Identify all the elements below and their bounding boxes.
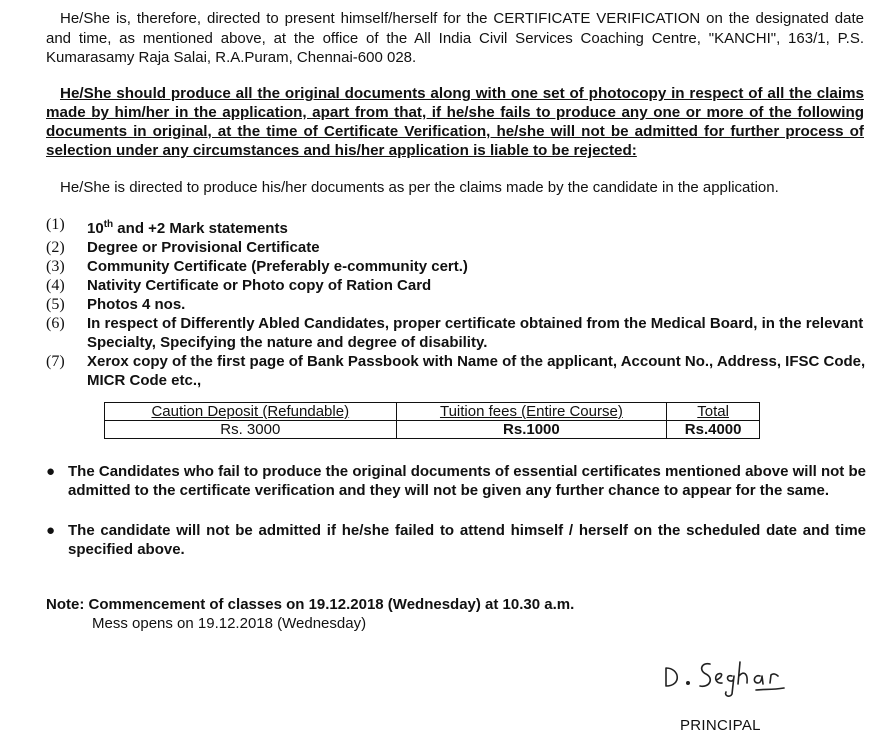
list-number: (2): [46, 239, 65, 256]
list-item: [46, 462, 866, 500]
list-text: In respect of Differently Abled Candidates, proper certificate obtained from the Medical Board, in the relevant Specialty, Specifying the nature and degree of disability.: [87, 315, 864, 351]
column-header: Total: [667, 403, 760, 421]
list-text: Xerox copy of the first page of Bank Passbook with Name of the applicant, Account No., Address, IFSC Code, MICR Code etc.,: [87, 353, 866, 389]
table-header-row: [105, 403, 760, 421]
list-item: [46, 238, 866, 257]
list-item: [46, 295, 866, 314]
documents-list: [46, 215, 866, 390]
signature-image: [660, 652, 810, 702]
list-number: (1): [46, 216, 65, 233]
conditions-list: [46, 462, 866, 580]
list-text: Photos 4 nos.: [87, 296, 186, 313]
list-number: (6): [46, 315, 65, 332]
superscript: th: [103, 219, 114, 230]
list-item: [46, 276, 866, 295]
list-number: (7): [46, 353, 65, 370]
note-line: Mess opens on 19.12.2018 (Wednesday): [92, 615, 367, 632]
list-text: Nativity Certificate or Photo copy of Ration Card: [87, 277, 432, 294]
list-item: [46, 352, 866, 390]
bullet-icon: ●: [46, 522, 56, 539]
list-item: [46, 215, 866, 238]
claims-paragraph: He/She is directed to produce his/her documents as per the claims made by the candidate in the application.: [60, 179, 779, 196]
table-row: [105, 421, 760, 439]
instruction-paragraph: He/She is, therefore, directed to present himself/herself for the CERTIFICATE VERIFICATION on the designated date and time, as mentioned above, at the office of the All India Civil Services Coaching Centre, "KANCHI", 163/1, P.S. Kumarasamy Raja Salai, R.A.Puram, Chennai-600 028.: [46, 10, 864, 66]
note-block: [46, 595, 846, 633]
list-item: [46, 314, 866, 352]
list-number: (5): [46, 296, 65, 313]
note-line: Note: Commencement of classes on 19.12.2018 (Wednesday) at 10.30 a.m.: [46, 596, 575, 613]
table-cell: Rs.1000: [396, 421, 667, 439]
column-header: Tuition fees (Entire Course): [396, 403, 667, 421]
list-text: Community Certificate (Preferably e-community cert.): [87, 258, 468, 275]
list-text: 10: [87, 220, 104, 237]
list-item: [46, 257, 866, 276]
bullet-icon: ●: [46, 463, 56, 480]
list-text: The candidate will not be admitted if he/she failed to attend himself / herself on the scheduled date and time specified above.: [68, 522, 866, 558]
list-text: Degree or Provisional Certificate: [87, 239, 320, 256]
table-cell: Rs. 3000: [105, 421, 397, 439]
signatory-title: PRINCIPAL: [680, 717, 761, 734]
list-number: (4): [46, 277, 65, 294]
column-header: Caution Deposit (Refundable): [105, 403, 397, 421]
list-number: (3): [46, 258, 65, 275]
list-text: and +2 Mark statements: [113, 220, 288, 237]
warning-paragraph: He/She should produce all the original documents along with one set of photocopy in respect of all the claims made by him/her in the application, apart from that, if he/she fails to produce any one or more of the following documents in original, at the time of Certificate Verification, he/she will not be admitted for further process of selection under any circumstances and his/her application is liable to be rejected:: [46, 85, 864, 159]
fees-table: [104, 402, 760, 439]
list-item: [46, 521, 866, 559]
table-cell: Rs.4000: [667, 421, 760, 439]
list-text: The Candidates who fail to produce the original documents of essential certificates mentioned above will not be admitted to the certificate verification and they will not be given any further chance to appear for the same.: [68, 463, 866, 499]
